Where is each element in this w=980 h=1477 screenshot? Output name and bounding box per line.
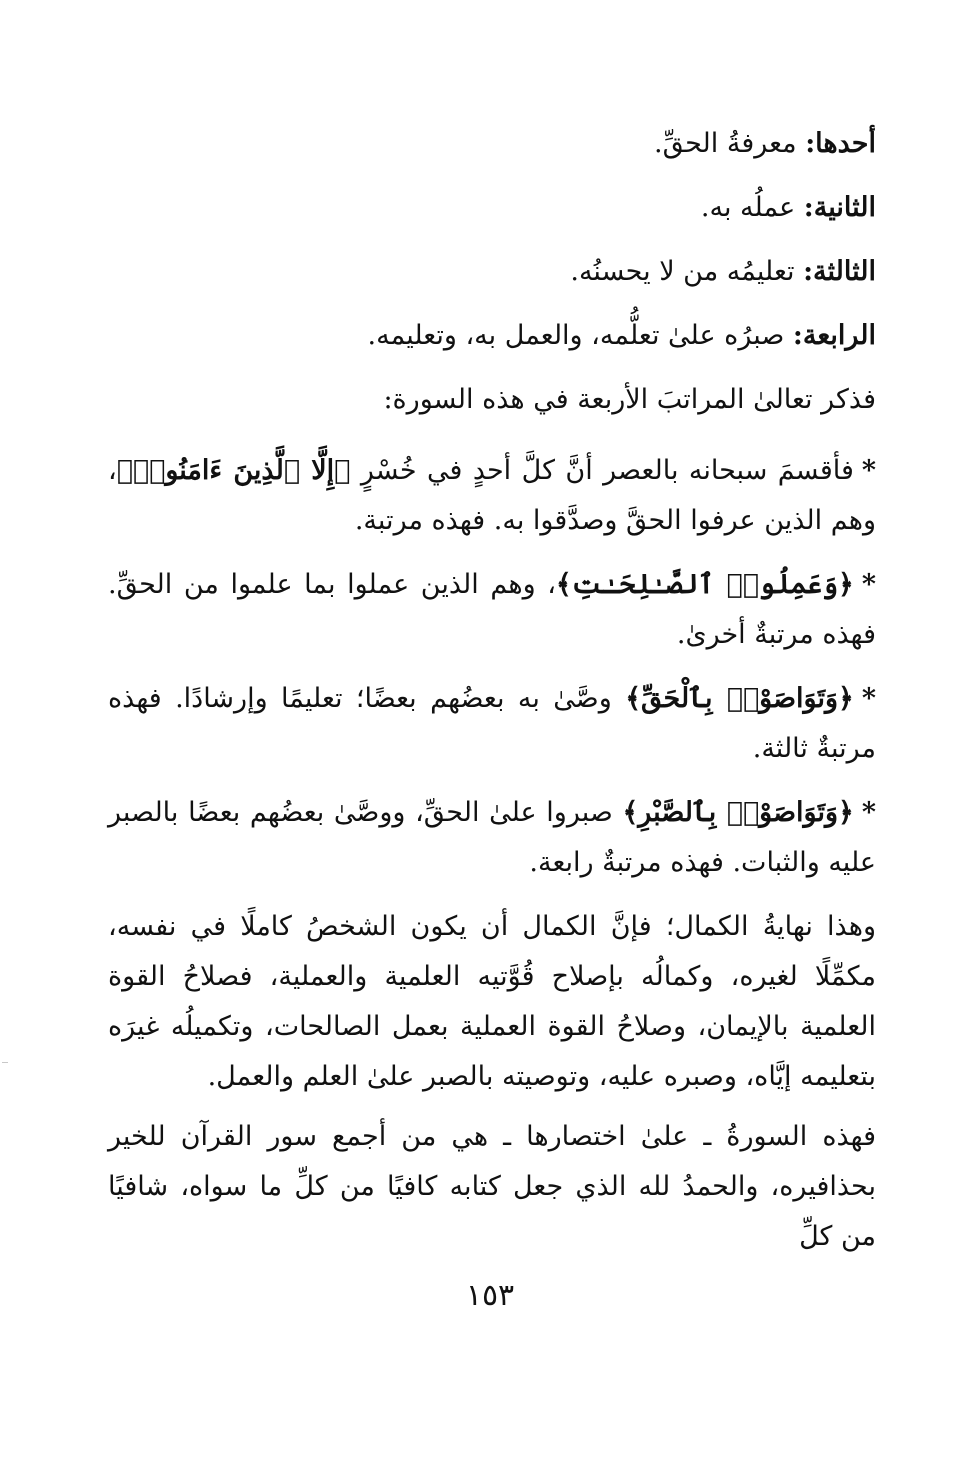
- star-bullet: *: [861, 569, 876, 600]
- list-item: [108, 176, 876, 240]
- page-body-text: [108, 112, 876, 1262]
- item-label: الرابعة:: [792, 320, 876, 351]
- item-text: عملُه به.: [700, 192, 804, 223]
- bullet-text-after: وصَّىٰ به بعضُهم بعضًا؛ تعليمًا وإرشادًا. فهذه مرتبةٌ ثالثة.: [108, 683, 876, 764]
- page-number: ١٥٣: [465, 1278, 515, 1313]
- star-bullet: *: [861, 455, 876, 486]
- bullet-text-after: صبروا علىٰ الحقِّ، ووصَّىٰ بعضُهم بعضًا بالصبر عليه والثبات. فهذه مرتبةٌ رابعة.: [108, 797, 876, 878]
- item-label: الثالثة:: [803, 256, 876, 287]
- quran-verse: ﴿وَعَمِلُوا۟ ٱلصَّـٰلِحَـٰتِ﴾: [555, 569, 854, 600]
- bullet-paragraph: [108, 446, 876, 546]
- bullet-text-before: فأقسمَ سبحانه بالعصر أنَّ كلَّ أحدٍ في خُسْرٍ: [350, 455, 854, 486]
- bullet-paragraph: [108, 560, 876, 660]
- quran-verse: ﴿إِلَّا ٱلَّذِينَ ءَامَنُوا۟﴾: [116, 455, 351, 486]
- list-item: [108, 304, 876, 368]
- quran-verse: ﴿وَتَوَاصَوْا۟ بِٱلْحَقِّ﴾: [625, 683, 854, 714]
- bullet-paragraph: [108, 788, 876, 888]
- quran-verse: ﴿وَتَوَاصَوْا۟ بِٱلصَّبْرِ﴾: [622, 797, 854, 828]
- body-paragraph: وهذا نهايةُ الكمال؛ فإنَّ الكمال أن يكون الشخصُ كاملًا في نفسه، مكمِّلًا لغيره، وكمالُه بإصلاح قُوَّتيه العلمية والعملية، فصلاحُ القوة العلمية بالإيمان، وصلاحُ القوة العملية بعمل الصالحات، وتكميلُه غيرَه بتعليمه إيَّاه، وصبره عليه، وتوصيته بالصبر علىٰ العلم والعمل.: [108, 911, 876, 1092]
- item-text: صبرُه علىٰ تعلُّمه، والعمل به، وتعليمه.: [367, 320, 793, 351]
- list-item: [108, 240, 876, 304]
- item-label: أحدها:: [805, 128, 876, 159]
- item-text: تعليمُه من لا يحسنُه.: [570, 256, 804, 287]
- star-bullet: *: [861, 683, 876, 714]
- intro-line: فذكر تعالىٰ المراتبَ الأربعة في هذه السورة:: [383, 384, 876, 415]
- item-text: معرفةُ الحقِّ.: [654, 128, 806, 159]
- bullet-text-after: ، وهم الذين عملوا بما علموا من الحقِّ. فهذه مرتبةٌ أخرىٰ.: [108, 569, 876, 650]
- body-paragraph: فهذه السورةُ ـ علىٰ اختصارها ـ هي من أجمع سور القرآن للخير بحذافيره، والحمدُ لله الذي جعل كتابه كافيًا من كلِّ ما سواه، شافيًا من كلِّ: [108, 1121, 876, 1252]
- bullet-text-after: ، وهم الذين عرفوا الحقَّ وصدَّقوا به. فهذه مرتبة.: [108, 455, 876, 536]
- star-bullet: *: [861, 797, 877, 828]
- list-item: [108, 112, 876, 176]
- item-label: الثانية:: [803, 192, 876, 223]
- scan-edge-mark: [2, 1062, 8, 1063]
- bullet-paragraph: [108, 674, 876, 774]
